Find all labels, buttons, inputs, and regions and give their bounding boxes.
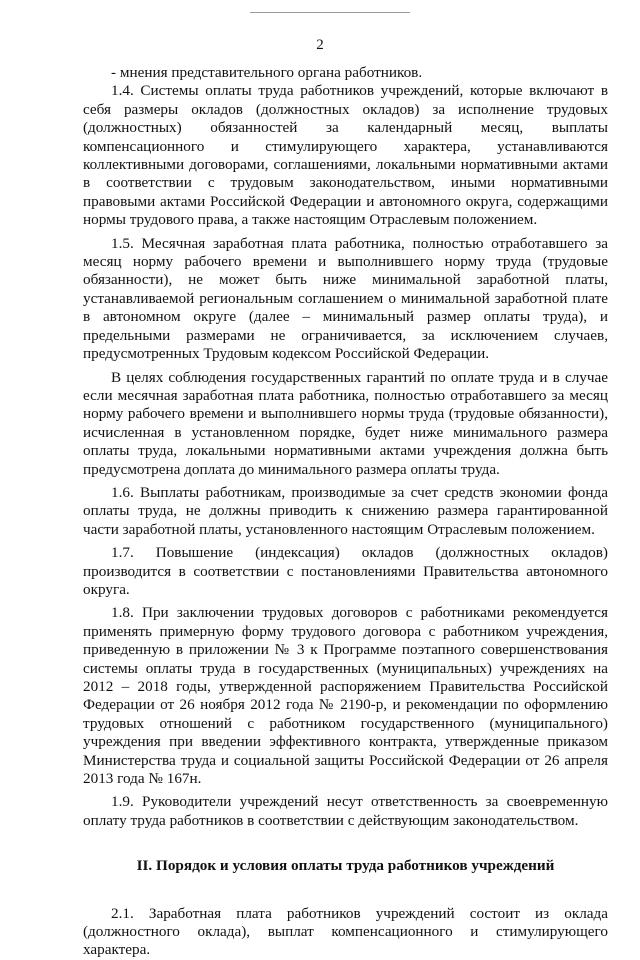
paragraph-2-1: 2.1. Заработная плата работников учреждений состоит из оклада (должностного оклада), выплат компенсационного и стимулирующего характера. [83,904,608,959]
paragraph-1-5: 1.5. Месячная заработная плата работника, полностью отработавшего за месяц норму рабочего времени и выполнившего норму труда (трудовые обязанности), не может быть ниже минимальной заработной платы, устанавливаемой региональным соглашением о минимальной заработной плате в автономном округе (далее – минимальный размер оплаты труда), и предельными размерами не ограничивается, за исключением случаев, предусмотренных Трудовым кодексом Российской Федерации. [83,234,608,363]
document-body [83,64,608,960]
paragraph-1-9: 1.9. Руководители учреждений несут ответственность за своевременную оплату труда работников в соответствии с действующим законодательством. [83,793,608,829]
paragraph-minimum-wage-guarantee: В целях соблюдения государственных гарантий по оплате труда и в случае если месячная заработная плата работника, полностью отработавшего за месяц норму рабочего времени и выполнившего нормы труда (трудовые обязанности), исчисленная в установленном порядке, будет ниже минимального размера оплаты труда, локальными нормативными актами учреждения должна быть предусмотрена доплата до минимального размера оплаты труда. [83,368,608,478]
section-heading: II. Порядок и условия оплаты труда работников учреждений [136,857,555,875]
paragraph-1-4: 1.4. Системы оплаты труда работников учреждений, которые включают в себя размеры окладов (должностных окладов) за исполнение трудовых (должностных) обязанностей за календарный месяц, выплаты компенсационного и стимулирующего характера, устанавливаются коллективными договорами, соглашениями, локальными нормативными актами в соответствии с трудовым законодательством, иными нормативными правовыми актами Российской Федерации и автономного округа, содержащими нормы трудового права, а также настоящим Отраслевым положением. [83,82,608,229]
paragraph-1-7: 1.7. Повышение (индексация) окладов (должностных окладов) производится в соответствии с постановлениями Правительства автономного округа. [83,544,608,598]
page-number: 2 [316,37,324,53]
paragraph-representative-opinion: - мнения представительного органа работников. [111,64,423,81]
paragraph-1-6: 1.6. Выплаты работникам, производимые за счет средств экономии фонда оплаты труда, не должны приводить к снижению размера гарантированной части заработной платы, установленного настоящим Отраслевым положением. [83,483,608,538]
scan-edge-line [250,12,410,13]
paragraph-1-8: 1.8. При заключении трудовых договоров с работниками рекомендуется применять примерную форму трудового договора с работником учреждения, приведенную в приложении № 3 к Программе поэтапного совершенствования системы оплаты труда в государственных (муниципальных) учреждениях на 2012 – 2018 годы, утвержденной распоряжением Правительства Российской Федерации от 26 ноября 2012 года № 2190-р, и рекомендации по оформлению трудовых отношений с работником государственного (муниципального) учреждения при введении эффективного контракта, утвержденные приказом Министерства труда и социальной защиты Российской Федерации от 26 апреля 2013 года № 167н. [83,604,608,788]
